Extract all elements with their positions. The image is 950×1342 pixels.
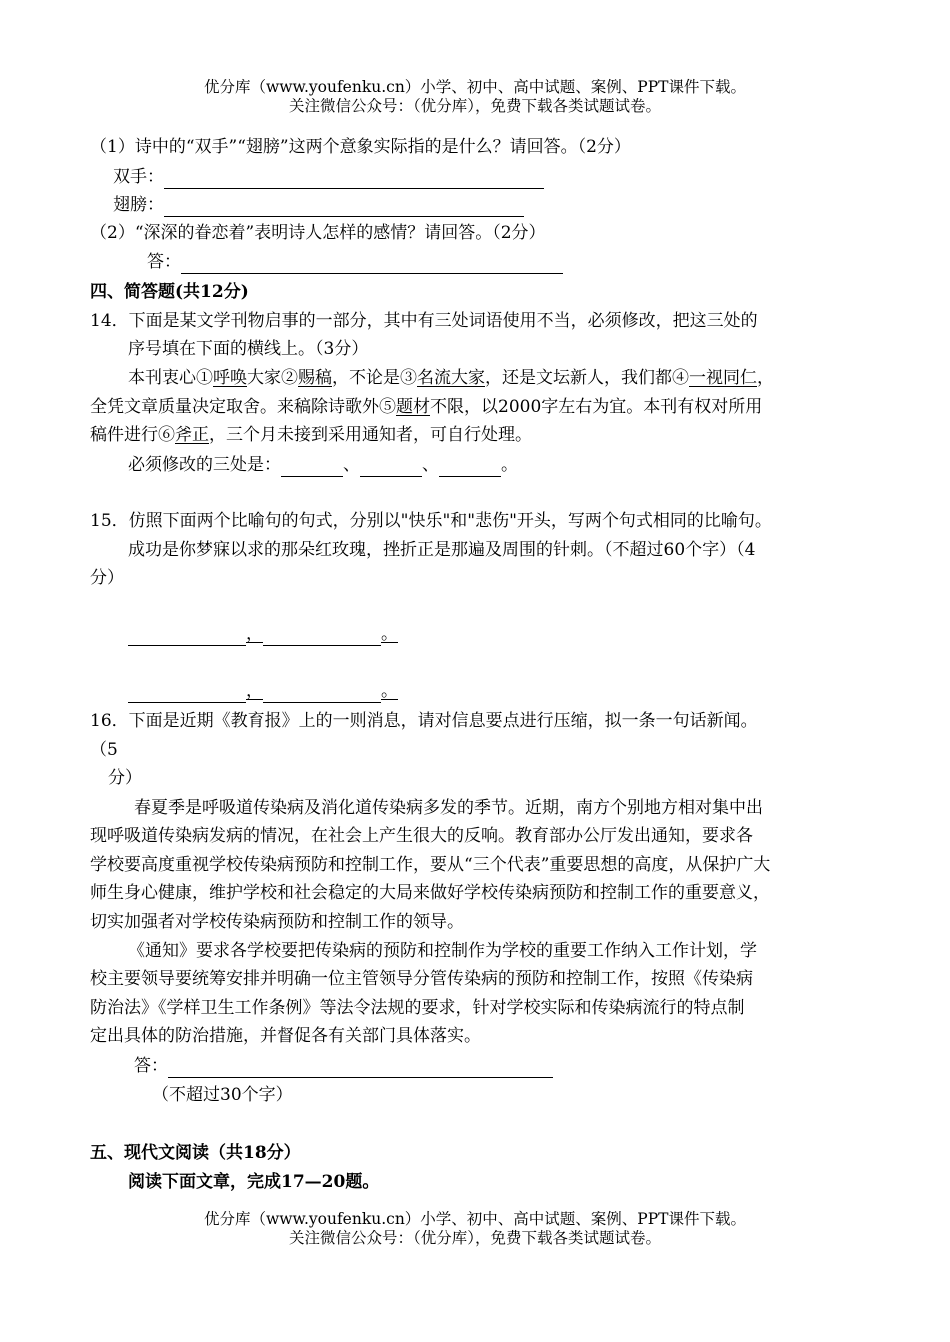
q15-period-2: 。 <box>381 681 398 701</box>
answer-row-q2 <box>147 250 563 274</box>
q15-blank-2a[interactable] <box>128 684 246 703</box>
q14-underlined-6: 斧正 <box>175 425 209 445</box>
page-header-line1: 优分库（www.youfenku.cn）小学、初中、高中试题、案例、PPT课件下载。 <box>203 78 747 96</box>
q16-answer-row <box>134 1054 553 1078</box>
page-footer-line1: 优分库（www.youfenku.cn）小学、初中、高中试题、案例、PPT课件下载。 <box>203 1210 747 1228</box>
q2-answer-label: 答： <box>147 252 181 272</box>
q16-p2-line2: 校主要领导要统筹安排并明确一位主管领导分管传染病的预防和控制工作，按照《传染病 <box>90 969 753 989</box>
q14-passage-line3 <box>90 423 532 447</box>
q14-sep-2: 、 <box>422 455 439 475</box>
q16-answer-blank[interactable] <box>168 1059 553 1078</box>
q15-blank-1b[interactable] <box>263 627 381 646</box>
q16-p1-line2: 现呼吸道传染病发病的情况，在社会上产生很大的反响。教育部办公厅发出通知，要求各 <box>90 826 753 846</box>
q14-line1: 14．下面是某文学刊物启事的一部分，其中有三处词语使用不当，必须修改，把这三处的 <box>90 311 758 331</box>
q14-answer-row <box>128 453 518 477</box>
q16-p1-line4: 师生身心健康，维护学校和社会稳定的大局来做好学校传染病预防和控制工作的重要意义， <box>90 883 770 903</box>
q15-period-1: 。 <box>381 624 398 644</box>
q16-p1-line5: 切实加强者对学校传染病预防和控制工作的领导。 <box>90 912 464 932</box>
q15-comma-1: ， <box>246 624 263 644</box>
q14-text-d: ，还是文坛新人，我们都④ <box>485 368 689 388</box>
answer-row-wings <box>113 193 524 217</box>
q14-underlined-1: 呼唤 <box>213 368 247 388</box>
q15-line3: 分） <box>90 568 124 588</box>
question-2-text: （2）“深深的眷恋着”表明诗人怎样的感情？请回答。（2分） <box>90 223 546 243</box>
q15-line2: 成功是你梦寐以求的那朵红玫瑰，挫折正是那遍及周围的针刺。（不超过60个字）（4 <box>128 540 756 560</box>
q14-underlined-4: 一视同仁 <box>689 368 757 388</box>
q14-underlined-5: 题材 <box>396 397 430 417</box>
q14-answer-label: 必须修改的三处是： <box>128 455 281 475</box>
section-4-title: 四、简答题(共12分) <box>90 282 249 302</box>
q14-text-b: 大家② <box>247 368 298 388</box>
q14-underlined-3: 名流大家 <box>417 368 485 388</box>
q14-blank-2[interactable] <box>360 458 422 477</box>
q14-text-e: ， <box>757 368 774 388</box>
section-5-title: 五、现代文阅读（共18分） <box>90 1143 301 1163</box>
q16-line2: （5 <box>90 740 118 760</box>
q14-line5-a: 稿件进行⑥ <box>90 425 175 445</box>
q14-blank-1[interactable] <box>281 458 343 477</box>
q16-p2-line3: 防治法》《学样卫生工作条例》等法令法规的要求，针对学校实际和传染病流行的特点制 <box>90 998 745 1018</box>
q15-answer-row-2 <box>128 679 398 703</box>
q16-p2-line4: 定出具体的防治措施，并督促各有关部门具体落实。 <box>90 1026 481 1046</box>
wings-answer-blank[interactable] <box>164 198 524 217</box>
hands-answer-blank[interactable] <box>164 170 544 189</box>
q16-p2-line1: 《通知》要求各学校要把传染病的预防和控制作为学校的重要工作纳入工作计划，学 <box>128 941 757 961</box>
q14-blank-3[interactable] <box>439 458 501 477</box>
section-5-instruction: 阅读下面文章，完成17—20题。 <box>128 1172 380 1192</box>
q14-line4-b: 不限，以2000字左右为宜。本刊有权对所用 <box>430 397 763 417</box>
q14-end: 。 <box>501 455 518 475</box>
q2-answer-blank[interactable] <box>181 255 563 274</box>
q14-line2: 序号填在下面的横线上。（3分） <box>128 339 369 359</box>
hands-label: 双手： <box>113 167 164 187</box>
q14-sep-1: 、 <box>343 455 360 475</box>
q14-passage-line2 <box>90 395 762 419</box>
q15-answer-row-1 <box>128 622 398 646</box>
q14-text-c: ，不论是③ <box>332 368 417 388</box>
q16-answer-label: 答： <box>134 1056 168 1076</box>
q15-line1: 15．仿照下面两个比喻句的句式，分别以"快乐"和"悲伤"开头，写两个句式相同的比喻句。 <box>90 511 772 531</box>
q14-underlined-2: 赐稿 <box>298 368 332 388</box>
q16-line3: 分） <box>108 768 142 788</box>
q14-text-a: 本刊衷心① <box>128 368 213 388</box>
q15-blank-1a[interactable] <box>128 627 246 646</box>
q14-passage-line1 <box>128 366 774 390</box>
q15-comma-2: ， <box>246 681 263 701</box>
q16-p1-line3: 学校要高度重视学校传染病预防和控制工作，要从“三个代表”重要思想的高度，从保护广大 <box>90 855 771 875</box>
q14-line5-b: ，三个月未接到采用通知者，可自行处理。 <box>209 425 532 445</box>
page-header-line2: 关注微信公众号：（优分库），免费下载各类试题试卷。 <box>288 97 661 115</box>
page-footer-line2: 关注微信公众号：（优分库），免费下载各类试题试卷。 <box>288 1229 661 1247</box>
q15-blank-2b[interactable] <box>263 684 381 703</box>
q14-line4-a: 全凭文章质量决定取舍。来稿除诗歌外⑤ <box>90 397 396 417</box>
question-1-text: （1）诗中的“双手”“翅膀”这两个意象实际指的是什么？请回答。（2分） <box>90 137 631 157</box>
q16-p1-line1: 春夏季是呼吸道传染病及消化道传染病多发的季节。近期，南方个别地方相对集中出 <box>134 798 763 818</box>
q16-line1: 16．下面是近期《教育报》上的一则消息，请对信息要点进行压缩，拟一条一句话新闻。 <box>90 711 758 731</box>
wings-label: 翅膀： <box>113 195 164 215</box>
q16-limit-note: （不超过30个字） <box>152 1085 293 1105</box>
answer-row-hands <box>113 165 544 189</box>
